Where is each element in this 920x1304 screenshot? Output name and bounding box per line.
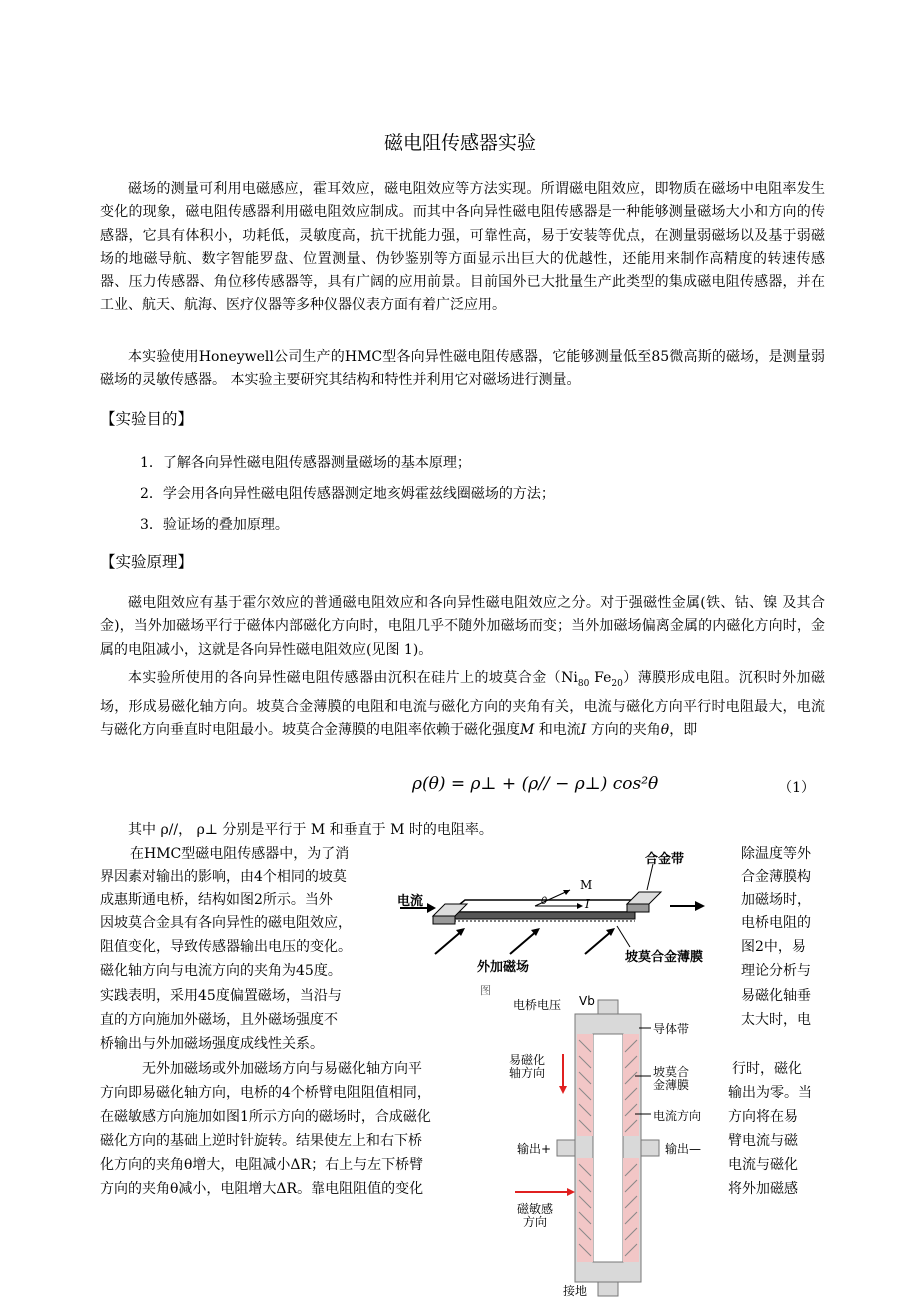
label-current-direction: 电流方向 <box>653 1109 702 1123</box>
output-plus-pad <box>557 1140 575 1156</box>
output-minus-pad <box>641 1140 659 1156</box>
field-arrow <box>585 930 613 954</box>
label-i: I <box>585 897 590 911</box>
label-permalloy: 坡莫合金薄膜 <box>625 950 704 965</box>
label-ground: 接地 <box>563 1284 588 1298</box>
label-permalloy-film: 坡莫合金薄膜 <box>653 1065 690 1092</box>
label-external-field: 外加磁场 <box>477 960 530 975</box>
wrap-right2-line: 输出为零。当 <box>728 1085 812 1101</box>
wrap-right2-line: 将外加磁感 <box>728 1181 798 1197</box>
right-pad <box>627 892 661 904</box>
wrap-left-line: 磁化轴方向与电流方向的夹角为45度。 <box>100 963 342 979</box>
wrap-left2-line: 方向即易磁化轴方向，电桥的4个桥臂电阻阻值相同， <box>100 1085 431 1101</box>
label-m: M <box>580 878 593 892</box>
label-current: 电流 <box>397 894 424 909</box>
wrap-right-line: 加磁场时， <box>741 892 811 908</box>
wrap-right2-line: 臂电流与磁 <box>728 1133 798 1149</box>
label-conductor: 导体带 <box>653 1022 690 1036</box>
wrap-right-line: 电桥电阻的 <box>741 915 811 931</box>
principle-heading: 【实验原理】 <box>100 553 194 571</box>
label-output-minus: 输出— <box>665 1142 702 1156</box>
wrap-left-line: 直的方向施加外磁场，且外磁场强度不 <box>100 1012 338 1028</box>
left-pad-side <box>433 916 455 924</box>
where-text: 其中 ρ//， ρ⊥ 分别是平行于 M 和垂直于 M 时的电阻率。 <box>128 822 493 838</box>
bridge-inner <box>593 1034 623 1262</box>
wrap-right-line: 理论分析与 <box>741 963 811 979</box>
wrap-left-line: 界因素对输出的影响，由4个相同的坡莫 <box>100 869 347 885</box>
wrap-left2-line: 无外加磁场或外加磁场方向与易磁化轴方向平 <box>142 1061 422 1077</box>
wrap-left-line: 阻值变化，导致传感器输出电压的变化。 <box>100 939 352 955</box>
wrap-right-line: 除温度等外 <box>741 846 811 862</box>
current-arrowhead-out <box>695 901 705 911</box>
wrap-right-line: 图2中，易 <box>741 939 806 955</box>
permalloy-pointer <box>617 926 630 947</box>
label-easy-axis: 易磁化轴方向 <box>509 1053 546 1080</box>
field-arrow <box>510 930 538 954</box>
label-sensitive-direction: 磁敏感方向 <box>517 1202 554 1229</box>
right-pad-side <box>627 904 649 912</box>
wrap-right-line: 易磁化轴垂 <box>741 988 811 1004</box>
current-arrowhead-in <box>427 903 436 913</box>
figure-1-caption: 图 <box>480 984 491 997</box>
figure-2 <box>505 990 720 1300</box>
wrap-right2-line: 行时，磁化 <box>732 1061 802 1077</box>
label-output-plus: 输出+ <box>517 1142 552 1156</box>
resistor-arm <box>577 1158 593 1262</box>
wrap-left2-line: 在磁敏感方向施加如图1所示方向的磁场时，合成磁化 <box>100 1109 431 1125</box>
vb-pad <box>598 1000 618 1014</box>
film-edge <box>450 912 635 919</box>
principle-paragraph-1: 磁电阻效应有基于霍尔效应的普通磁电阻效应和各向异性磁电阻效应之分。对于强磁性金属(铁、钴、镍 及其合金)，当外加磁场平行于磁体内部磁化方向时，电阻几乎不随外加磁场而变；当外加磁场偏离金属的内磁化方向时，金属的电阻减小，这就是各向异性磁电阻效应(见图 1)。 <box>100 595 825 658</box>
figure-1 <box>395 842 735 1002</box>
wrap-right2-line: 电流与磁化 <box>728 1157 798 1173</box>
label-alloy-strip: 合金带 <box>645 852 685 867</box>
wrap-left-line: 桥输出与外加磁场强度成线性关系。 <box>100 1036 324 1052</box>
alloy-pointer <box>647 864 653 890</box>
wrap-left2-line: 化方向的夹角θ增大，电阻减小ΔR；右上与左下桥臂 <box>100 1157 424 1173</box>
field-arrow <box>435 930 463 954</box>
equation-number: （1） <box>778 780 815 796</box>
purpose-item-1: 1．了解各向异性磁电阻传感器测量磁场的基本原理； <box>140 455 471 471</box>
wrap-left-line: 成惠斯通电桥，结构如图2所示。当外 <box>100 892 333 908</box>
wrap-left-line: 因坡莫合金具有各向异性的磁电阻效应， <box>100 915 352 931</box>
principle-paragraph-2: 本实验所使用的各向异性磁电阻传感器由沉积在硅片上的坡莫合金（$Ni_{80}$ $Fe_{20}$）薄膜形成电阻。沉积时外加磁场，形成易磁化轴方向。坡莫合金薄膜的电阻和电流与磁化方向的夹角有关，电流与磁化方向平行时电阻最大，电流与磁化方向垂直时电阻最小。坡莫合金薄膜的电阻率依赖于磁化强度M 和电流I 方向的夹角θ，即 <box>100 670 825 739</box>
page-title: 磁电阻传感器实验 <box>383 132 536 154</box>
purpose-item-2: 2．学会用各向异性磁电阻传感器测定地亥姆霍兹线圈磁场的方法； <box>140 486 555 502</box>
intro-paragraph-1: 磁场的测量可利用电磁感应，霍耳效应，磁电阻效应等方法实现。所谓磁电阻效应，即物质在磁场中电阻率发生变化的现象，磁电阻传感器利用磁电阻效应制成。而其中各向异性磁电阻传感器是一种能够测量磁场大小和方向的传感器，它具有体积小，功耗低，灵敏度高，抗干扰能力强，可靠性高，易于安装等优点，在测量弱磁场以及基于弱磁场的地磁导航、数字智能罗盘、位置测量、伪钞鉴别等方面显示出巨大的优越性，还能用来制作高精度的转速传感器、压力传感器、角位移传感器等，具有广阔的应用前景。目前国外已大批量生产此类型的集成磁电阻传感器，并在工业、航天、航海、医疗仪器等多种仪器仪表方面有着广泛应用。 <box>100 181 825 314</box>
equation-1: ρ(θ) = ρ⊥ + (ρ// − ρ⊥) cos²θ <box>412 774 659 794</box>
purpose-heading: 【实验目的】 <box>100 410 194 428</box>
resistor-arm <box>623 1158 639 1262</box>
easy-axis-arrowhead <box>559 1086 567 1094</box>
wrap-left-line: 实践表明，采用45度偏置磁场，当沿与 <box>100 988 342 1004</box>
intro-paragraph-2: 本实验使用Honeywell公司生产的HMC型各向异性磁电阻传感器，它能够测量低至85微高斯的磁场，是测量弱磁场的灵敏传感器。 本实验主要研究其结构和特性并利用它对磁场进行测量。 <box>100 349 825 389</box>
sensitive-arrowhead <box>567 1188 575 1196</box>
wrap-right2-line: 方向将在易 <box>728 1109 798 1125</box>
wrap-right-line: 合金薄膜构 <box>741 869 811 885</box>
wrap-right-line: 太大时，电 <box>741 1012 811 1028</box>
wrap-left2-line: 方向的夹角θ减小，电阻增大ΔR。靠电阻阻值的变化 <box>100 1181 424 1197</box>
wrap-left2-line: 磁化方向的基础上逆时针旋转。结果使左上和右下桥 <box>100 1133 422 1149</box>
label-bridge-voltage: 电桥电压 <box>513 998 562 1012</box>
wrap-left-line: 在HMC型磁电阻传感器中，为了消 <box>130 846 350 862</box>
purpose-item-3: 3．验证场的叠加原理。 <box>140 517 289 533</box>
label-vb: Vb <box>579 994 595 1008</box>
ground-pad <box>598 1282 618 1296</box>
label-theta: θ <box>541 896 548 907</box>
